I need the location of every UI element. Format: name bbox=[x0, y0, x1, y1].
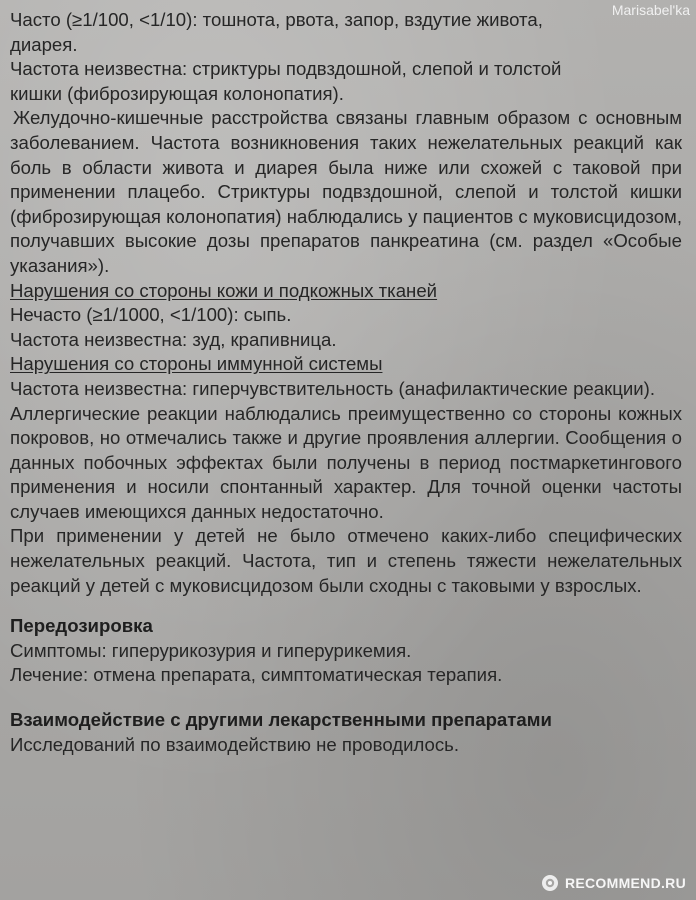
site-name: RECOMMEND.RU bbox=[564, 875, 686, 891]
recommend-logo-icon bbox=[541, 874, 559, 892]
section-heading-skin: Нарушения со стороны кожи и подкожных тканей bbox=[10, 279, 438, 301]
paragraph-children: При применении у детей не было отмечено каких-либо специфических нежелательных реакций. Частота, тип и степень тяжести нежелательных реакций у детей с муковисцидозом были сходны с таковыми у взрослых. bbox=[10, 525, 682, 596]
overdose-title: Передозировка bbox=[10, 615, 153, 637]
overdose-treatment: Лечение: отмена препарата, симптоматическая терапия. bbox=[10, 664, 503, 686]
text-line: диарея. bbox=[10, 33, 78, 55]
interactions-title: Взаимодействие с другими лекарственными препаратами bbox=[10, 709, 552, 731]
text-line: Нечасто (≥1/1000, <1/100): сыпь. bbox=[10, 304, 292, 326]
watermark-author: Marisabel'ka bbox=[611, 2, 690, 18]
watermark-site bbox=[541, 874, 686, 892]
interactions-text: Исследований по взаимодействию не проводилось. bbox=[10, 733, 460, 755]
overdose-symptoms: Симптомы: гиперурикозурия и гиперурикемия. bbox=[10, 639, 412, 661]
section-heading-immune: Нарушения со стороны иммунной системы bbox=[10, 353, 383, 375]
leaflet-text bbox=[10, 8, 682, 757]
text-line: Частота неизвестна: стриктуры подвздошной, слепой и толстой bbox=[10, 58, 562, 80]
text-line: кишки (фиброзирующая колонопатия). bbox=[10, 82, 344, 104]
paragraph-allergy: Аллергические реакции наблюдались преимущественно со стороны кожных покровов, но отмечались также и другие проявления аллергии. Сообщения о данных побочных эффектах были получены в период постмаркетингового применения и носили спонтанный характер. Для точной оценки частоты случаев имеющихся данных недостаточно. bbox=[10, 402, 682, 522]
paragraph-gi-disorders: Желудочно-кишечные расстройства связаны главным образом с основным заболеванием. Частота возникновения таких нежелательных реакций как боль в области живота и диарея была ниже или схожей с таковой при применении плацебо. Стриктуры подвздошной, слепой и толстой кишки (фиброзирующая колонопатия) наблюдались у пациентов с муковисцидозом, получавших высокие дозы препаратов панкреатина (см. раздел «Особые указания»). bbox=[10, 107, 682, 276]
text-line: Частота неизвестна: гиперчувствительность (анафилактические реакции). bbox=[10, 377, 656, 399]
text-line: Частота неизвестна: зуд, крапивница. bbox=[10, 328, 337, 350]
text-line: Часто (≥1/100, <1/10): тошнота, рвота, запор, вздутие живота, bbox=[10, 9, 543, 30]
